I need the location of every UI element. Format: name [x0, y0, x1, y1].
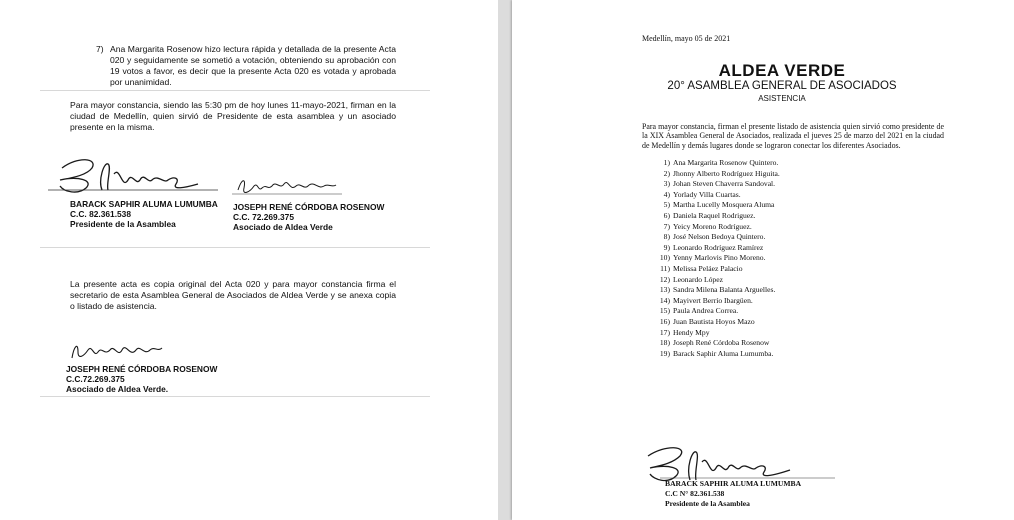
associate-name: JOSEPH RENÉ CÓRDOBA ROSENOW [233, 202, 385, 212]
list-item: 4) Yorlady Villa Cuartas. [663, 189, 741, 199]
list-item: 16) Juan Bautista Hoyos Mazo [659, 316, 755, 326]
page-gap [498, 0, 512, 520]
list-item: 13) Sandra Milena Balanta Arguelles. [659, 285, 776, 295]
list-item: 6) Daniela Raquel Rodriguez. [663, 210, 756, 220]
item-7-text: Ana Margarita Rosenow hizo lectura rápida y detallada de la presente Acta 020 y seguidamente se sometió a votación, obteniendo su aprobación con 19 votos a favor, es decir que la presente Acta 020 es votada y aprobada por unanimidad. [110, 44, 396, 87]
attendance-date: Medellín, mayo 05 de 2021 [642, 34, 731, 43]
list-item: 12) Leonardo López [659, 274, 723, 284]
attendee-name: Yeicy Moreno Rodríguez. [673, 221, 752, 231]
section-divider-2 [40, 247, 430, 248]
list-item: 14) Mayivert Berrío Ibargüen. [659, 295, 753, 305]
attendee-name: Johan Steven Chaverra Sandoval. [673, 179, 776, 189]
right-document-page [512, 0, 1014, 520]
section-divider [40, 90, 430, 91]
attendance-signatory-role: Presidente de la Asamblea [665, 499, 750, 508]
attendee-name: Barack Saphir Aluma Lumumba. [673, 348, 774, 358]
attendance-subtitle: 20° ASAMBLEA GENERAL DE ASOCIADOS [667, 80, 897, 92]
list-item: 15) Paula Andrea Correa. [659, 306, 739, 316]
attendee-name: Mayivert Berrío Ibargüen. [673, 295, 753, 305]
list-item: 19) Barack Saphir Aluma Lumumba. [659, 348, 774, 358]
list-item: 9) Leonardo Rodríguez Ramírez [663, 242, 764, 252]
attendee-name: Yorlady Villa Cuartas. [673, 189, 741, 199]
list-item: 1) Ana Margarita Rosenow Quintero. [663, 158, 779, 167]
copy-note-paragraph: La presente acta es copia original del Acta 020 y para mayor constancia firma el secretario de esta Asamblea General de Asociados de Aldea Verde y se anexa copia o listado de asistencia. [70, 279, 396, 311]
attendee-name: Martha Lucelly Mosquera Aluma [673, 200, 775, 210]
list-item: 17) Hendy Mpy [659, 327, 710, 337]
attendee-list [652, 158, 780, 359]
list-item: 18) Joseph René Córdoba Rosenow [659, 338, 770, 348]
attendee-name: Juan Bautista Hoyos Mazo [673, 316, 755, 326]
list-item: 3) Johan Steven Chaverra Sandoval. [663, 179, 776, 189]
attendance-intro: Para mayor constancia, firman el presente listado de asistencia quien sirvió como presidente de la XIX Asamblea General de Asociados, realizada el jueves 25 de marzo del 2021 en la ciudad de Medellín y demás lugares donde se lograron conectar los diferentes Asociados. [642, 121, 944, 150]
secretary-signature [64, 336, 174, 366]
attendee-name: Daniela Raquel Rodriguez. [673, 210, 756, 220]
associate-id: C.C. 72.269.375 [233, 212, 294, 222]
attendee-name: Jhonny Alberto Rodríguez Higuita. [673, 168, 780, 178]
attendee-name: Hendy Mpy [673, 327, 710, 337]
attendee-name: Joseph René Córdoba Rosenow [673, 338, 770, 348]
attendee-name: José Nelson Bedoya Quintero. [673, 232, 766, 242]
president-signature [48, 150, 218, 200]
associate-signature [232, 174, 342, 200]
list-item: 10) Yenny Marlovis Pino Moreno. [659, 253, 766, 263]
attendee-name: Sandra Milena Balanta Arguelles. [673, 285, 776, 295]
section-divider-3 [40, 396, 430, 397]
attendee-name: Paula Andrea Correa. [673, 306, 739, 316]
attendance-title: ALDEA VERDE [718, 61, 846, 80]
list-item: 5) Martha Lucelly Mosquera Aluma [663, 200, 775, 210]
secretary-name: JOSEPH RENÉ CÓRDOBA ROSENOW [66, 364, 218, 374]
secretary-role: Asociado de Aldea Verde. [66, 384, 169, 394]
list-item: 8) José Nelson Bedoya Quintero. [663, 232, 766, 242]
president-name: BARACK SAPHIR ALUMA LUMUMBA [70, 199, 218, 209]
attendee-name: Leonardo Rodríguez Ramírez [673, 242, 764, 252]
constancia-paragraph: Para mayor constancia, siendo las 5:30 pm de hoy lunes 11-mayo-2021, firman en la ciudad de Medellín, quien sirvió de Presidente de esta asamblea y un asociado presente en la misma. [70, 100, 396, 132]
attendance-section: ASISTENCIA [758, 94, 806, 103]
attendee-name: Leonardo López [673, 274, 723, 284]
attendance-signatory-id: C.C N° 82.361.538 [665, 489, 725, 498]
attendee-name: Yenny Marlovis Pino Moreno. [673, 253, 766, 263]
list-item: 2) Jhonny Alberto Rodríguez Higuita. [663, 168, 780, 178]
attendee-name: Ana Margarita Rosenow Quintero. [673, 158, 779, 167]
president-role: Presidente de la Asamblea [70, 219, 176, 229]
attendee-name: Melissa Peláez Palacio [673, 263, 743, 273]
list-item: 11) Melissa Peláez Palacio [660, 263, 743, 273]
secretary-id: C.C.72.269.375 [66, 374, 125, 384]
left-document-page [0, 0, 498, 520]
item-7-number: 7) [96, 44, 104, 54]
associate-role: Asociado de Aldea Verde [233, 222, 333, 232]
list-item: 7) Yeicy Moreno Rodríguez. [663, 221, 752, 231]
president-id: C.C. 82.361.538 [70, 209, 131, 219]
attendance-signatory-name: BARACK SAPHIR ALUMA LUMUMBA [665, 479, 802, 488]
